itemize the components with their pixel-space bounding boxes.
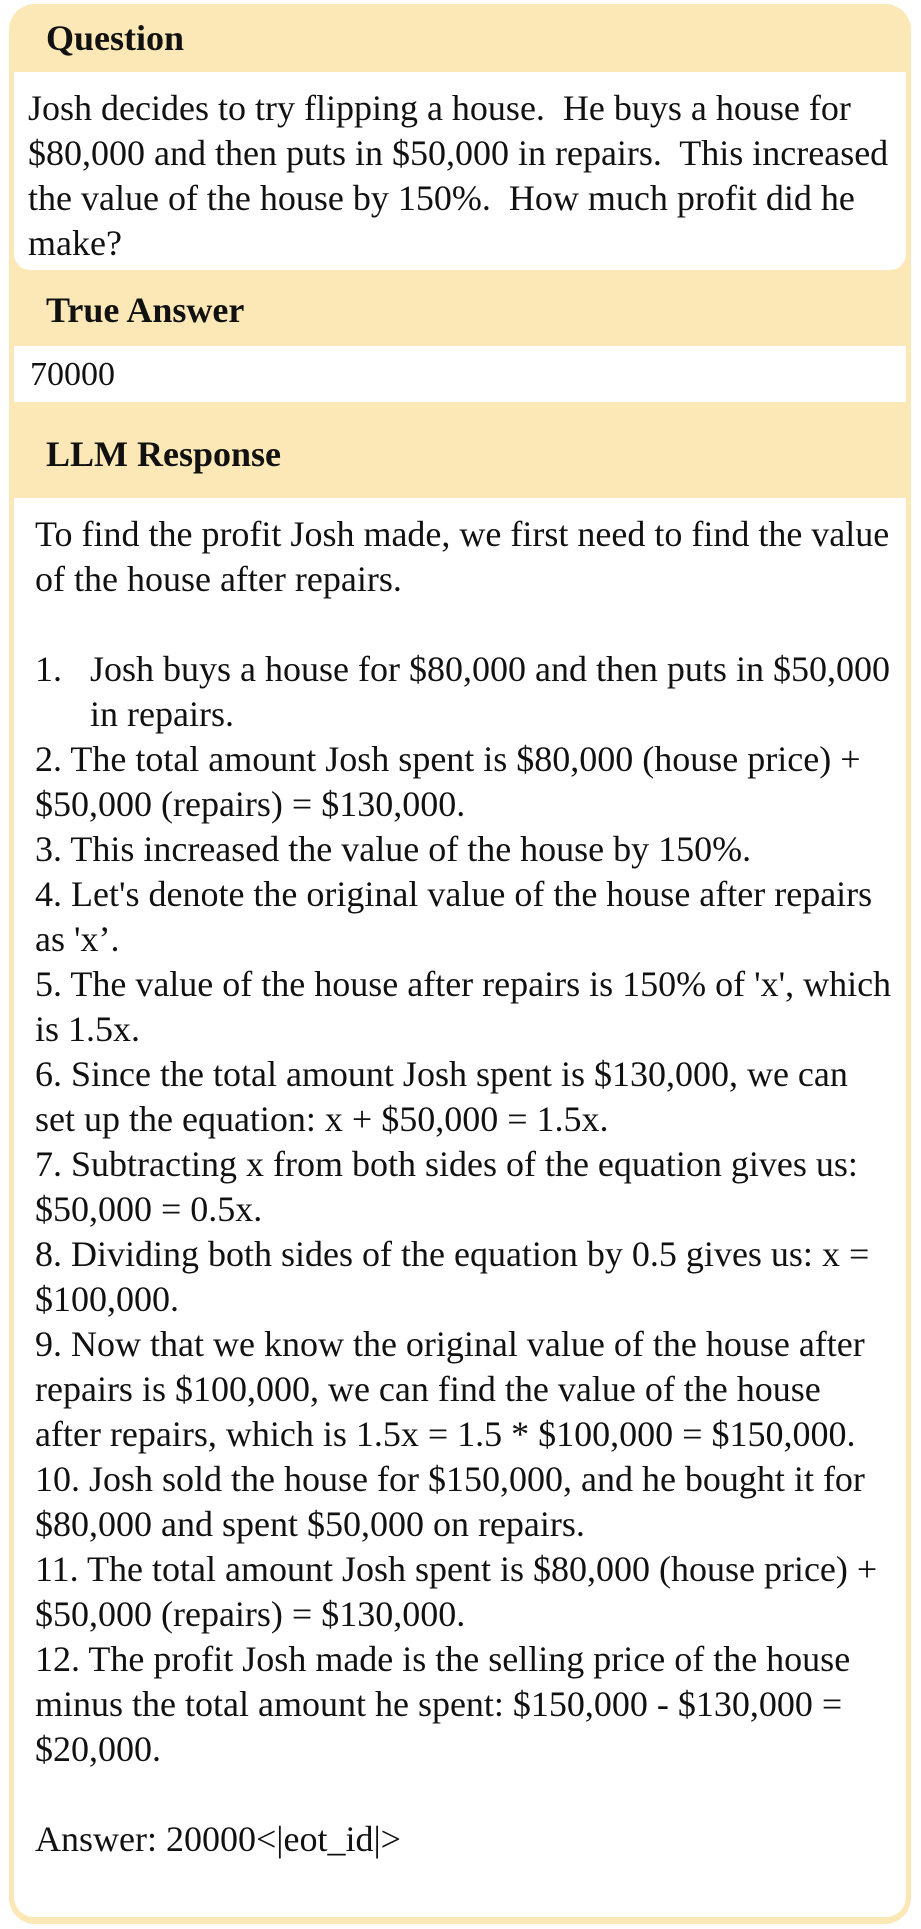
- true-answer-header: True Answer: [46, 290, 245, 330]
- response-step-1: [35, 647, 894, 737]
- question-text: Josh decides to try flipping a house. He buys a house for $80,000 and then puts in $50,000 in repairs. This increased the value of the house by 150%. How much profit did he make?: [28, 88, 898, 263]
- response-step: 7. Subtracting x from both sides of the equation gives us: $50,000 = 0.5x.: [35, 1144, 867, 1229]
- response-step: 11. The total amount Josh spent is $80,000 (house price) + $50,000 (repairs) = $130,000.: [35, 1549, 887, 1634]
- response-step: 12. The profit Josh made is the selling price of the house minus the total amount he spent: $150,000 - $130,000 = $20,000.: [35, 1639, 860, 1769]
- response-step: 6. Since the total amount Josh spent is $130,000, we can set up the equation: x + $50,000 = 1.5x.: [35, 1054, 857, 1139]
- response-step: 8. Dividing both sides of the equation by 0.5 gives us: x = $100,000.: [35, 1234, 879, 1319]
- llm-response-body: [14, 498, 906, 1917]
- response-step: 4. Let's denote the original value of the house after repairs as 'x’.: [35, 874, 882, 959]
- response-step: 3. This increased the value of the house by 150%.: [35, 829, 752, 869]
- question-header: Question: [46, 18, 185, 58]
- response-step: 5. The value of the house after repairs is 150% of 'x', which is 1.5x.: [35, 964, 901, 1049]
- paragraph-spacer: [35, 1772, 894, 1817]
- paragraph-spacer: [35, 602, 894, 647]
- response-step: 10. Josh sold the house for $150,000, and he bought it for $80,000 and spent $50,000 on repairs.: [35, 1459, 874, 1544]
- response-intro: To find the profit Josh made, we first need to find the value of the house after repairs.: [35, 514, 899, 599]
- true-answer-body: [14, 346, 906, 402]
- qa-card: [9, 4, 911, 1924]
- step-1-number: 1.: [35, 649, 62, 689]
- step-1-text: Josh buys a house for $80,000 and then puts in $50,000 in repairs.: [90, 649, 890, 734]
- llm-response-header: LLM Response: [46, 434, 282, 474]
- response-step: 9. Now that we know the original value of the house after repairs is $100,000, we can find the value of the house after repairs, which is 1.5x = 1.5 * $100,000 = $150,000.: [35, 1324, 874, 1454]
- response-answer: Answer: 20000<|eot_id|>: [35, 1819, 401, 1859]
- response-step: 2. The total amount Josh spent is $80,000 (house price) + $50,000 (repairs) = $130,000.: [35, 739, 870, 824]
- question-body: [14, 72, 906, 270]
- true-answer-value: 70000: [30, 356, 115, 393]
